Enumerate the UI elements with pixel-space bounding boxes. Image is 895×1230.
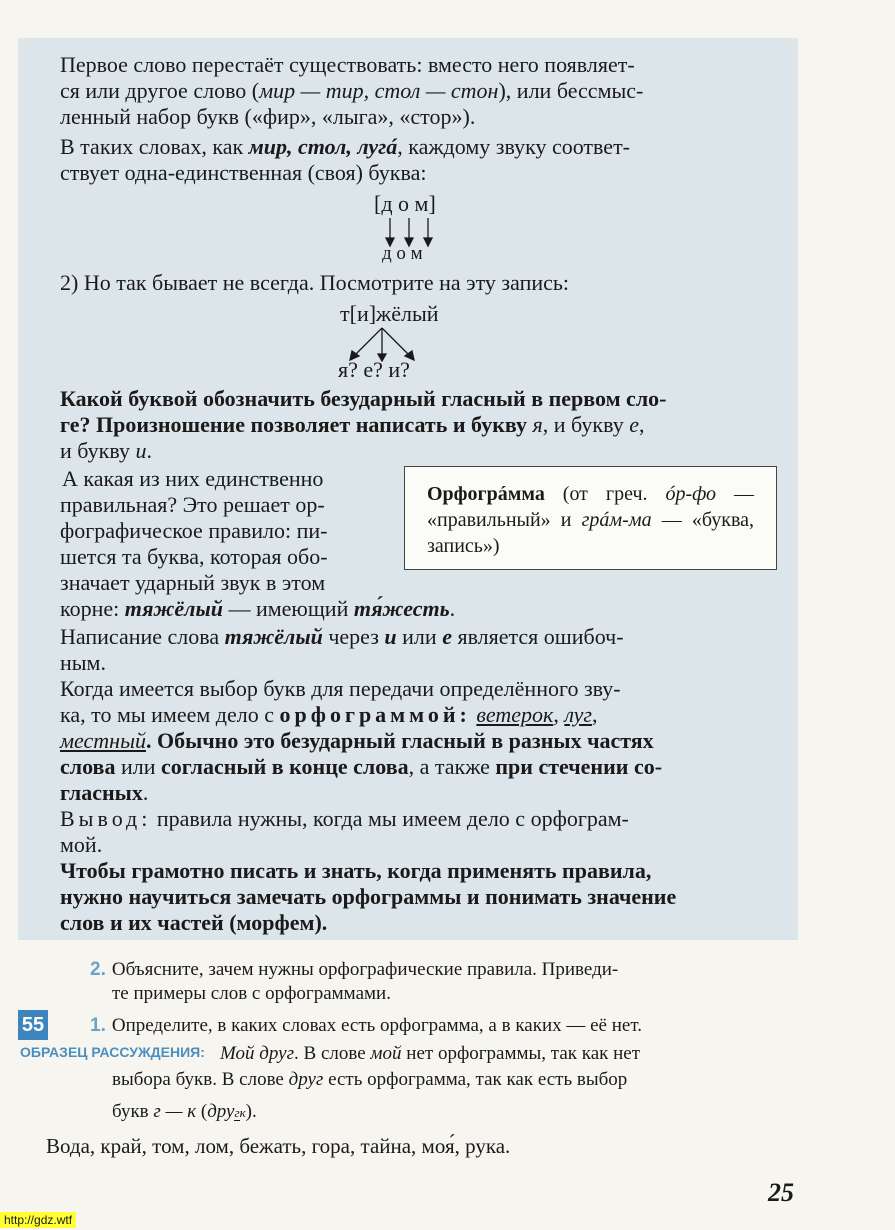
paragraph-6: Написание слова тяжёлый через и или е является ошибоч- ным. [60, 624, 624, 675]
diagram-options: я? е? и? [338, 357, 410, 382]
exercise-number: 55 [18, 1010, 48, 1040]
paragraph-3: 2) Но так бывает не всегда. Посмотрите на эту запись: [60, 270, 570, 295]
sample-line-1: Мой друг. В слове мой нет орфограммы, так как нет [220, 1043, 641, 1064]
sample-line-3: букв г — к (другк). [112, 1101, 257, 1122]
paragraph-7: Когда имеется выбор букв для передачи определённого зву- ка, то мы имеем дело с орфограммой: ветерок, луг, местный. Обычно это безударный гласный в разных частях слова или согласный в конце слова, а также при стечении со- гласных. [60, 676, 663, 805]
sample-label: ОБРАЗЕЦ РАССУЖДЕНИЯ: [20, 1044, 205, 1060]
paragraph-8: Вывод: правила нужны, когда мы имеем дело с орфограм- мой. [60, 806, 629, 857]
sample-line-2: выбора букв. В слове друг есть орфограмма, так как есть выбор [112, 1069, 628, 1090]
diagram-word: т[и]жёлый [340, 301, 439, 326]
exercise-task: 1. Определите, в каких словах есть орфограмма, а в каких — её нет. [90, 1015, 642, 1036]
diagram-letters: д о м [382, 243, 423, 264]
paragraph-5: А какая из них единственно правильная? Это решает ор- фографическое правило: пи- шется та буква, которая обо- значает ударный звук в этом [60, 466, 328, 595]
fraction: гк [234, 1104, 246, 1120]
paragraph-5-end: корне: тяжёлый — имеющий тя́жесть. [60, 596, 456, 621]
paragraph-2: В таких словах, как мир, стол, лугá, каждому звуку соответ- ствует одна-единственная (своя) буква: [60, 134, 631, 185]
paragraph-9: Чтобы грамотно писать и знать, когда применять правила, нужно научиться замечать орфограммы и понимать значение слов и их частей (морфем). [60, 858, 677, 935]
watermark: http://gdz.wtf [0, 1212, 76, 1228]
diagram-transcription: [д о м] [374, 191, 436, 216]
paragraph-1: Первое слово перестаёт существовать: вместо него появляет- ся или другое слово (мир — тир, стол — стон), или бессмыс- ленный набор букв («фир», «лыга», «стор»). [60, 52, 644, 129]
page-number: 25 [768, 1178, 794, 1207]
task-2: 2. Объясните, зачем нужны орфографические правила. Приведи- те примеры слов с орфограммами. [90, 959, 619, 1004]
definition-box: Орфогрáмма (от греч. óр-фо — «правильный» и грáм-ма — «буква, запись») [404, 466, 777, 570]
word-list: Вода, край, том, лом, бежать, гора, тайна, моя́, рука. [46, 1134, 511, 1158]
paragraph-4: Какой буквой обозначить безударный гласный в первом сло- ге? Произношение позволяет написать и букву я, и букву е, и букву и. [60, 386, 667, 463]
